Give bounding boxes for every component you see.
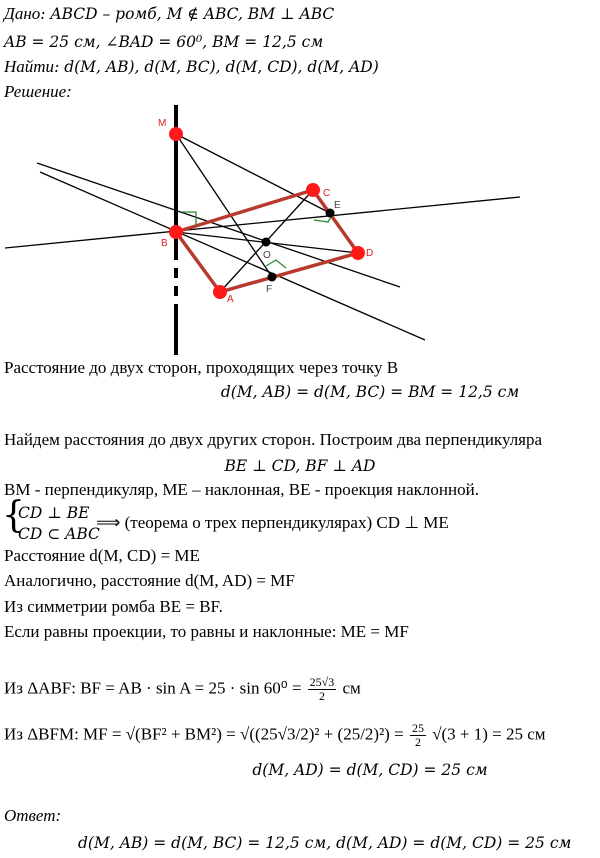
theorem-text: ⟹ (теорема о трех перпендикулярах) CD ⊥ ME xyxy=(96,513,449,532)
perp-marker-b xyxy=(182,212,196,226)
bm-perpendicular-text: BM - перпендикуляр, ME – наклонная, BE - проекция наклонной. xyxy=(4,480,479,499)
equation-ad-cd: d(M, AD) = d(M, CD) = 25 см xyxy=(252,761,488,779)
distance-ad: Аналогично, расстояние d(M, AD) = MF xyxy=(4,571,295,590)
bfm-equation xyxy=(4,722,546,749)
label-e: E xyxy=(334,200,341,211)
bfm-numerator: 25 xyxy=(411,721,424,735)
system-brace: { xyxy=(2,495,25,536)
label-f: F xyxy=(266,284,273,295)
bfm-lhs: Из ΔBFM: MF = √(BF² + BM²) = √((25√3/2)² + (25/2)²) = xyxy=(4,724,404,744)
label-c: C xyxy=(323,188,331,199)
abf-numerator: 25√3 xyxy=(309,675,335,689)
segment-me xyxy=(176,134,330,213)
point-o xyxy=(262,238,271,247)
line-through-b-d xyxy=(37,163,400,287)
construct-text: Найдем расстояния до двух других сторон. Построим два перпендикуляра xyxy=(4,430,543,449)
label-a: A xyxy=(227,294,234,305)
label-d: D xyxy=(366,248,374,259)
abf-unit: см xyxy=(342,678,361,698)
perp-marker-f xyxy=(266,260,286,268)
point-a xyxy=(213,285,227,299)
given-condition-line xyxy=(4,4,334,24)
equal-projections-text: Если равны проекции, то равны и наклонные: ME = MF xyxy=(4,622,409,641)
answer-text: d(M, AB) = d(M, BC) = 12,5 см, d(M, AD) = d(M, CD) = 25 см xyxy=(78,834,572,852)
given-condition: : ABCD – ромб, M ∉ ABC, BM ⊥ ABC xyxy=(40,5,335,23)
point-f xyxy=(268,273,277,282)
symmetry-text: Из симметрии ромба BE = BF. xyxy=(4,597,223,616)
find-label: Найти xyxy=(4,57,55,76)
label-o: O xyxy=(263,250,271,261)
system-line-1: CD ⊥ BE xyxy=(18,504,90,522)
abf-denominator: 2 xyxy=(318,689,325,703)
point-m xyxy=(169,127,183,141)
geometry-figure xyxy=(0,100,600,360)
abf-lhs: Из ΔABF: BF = AB · sin A = 25 · sin 60⁰ = xyxy=(4,678,302,698)
abf-fraction xyxy=(308,676,337,703)
answer-label: Ответ: xyxy=(4,806,62,825)
system-line-2: CD ⊂ ABC xyxy=(18,525,100,543)
label-b: B xyxy=(161,238,168,249)
point-b xyxy=(169,225,183,239)
find-line xyxy=(4,57,379,77)
solution-label: Решение: xyxy=(4,82,72,101)
find-value: : d(M, AB), d(M, BC), d(M, CD), d(M, AD) xyxy=(54,58,379,76)
label-m: M xyxy=(158,118,167,129)
given-label: Дано xyxy=(4,4,41,23)
perpendiculars: BE ⊥ CD, BF ⊥ AD xyxy=(224,457,376,475)
given-values: AB = 25 см, ∠BAD = 60⁰, BM = 12,5 см xyxy=(4,33,324,51)
bfm-fraction xyxy=(410,722,426,749)
abf-equation xyxy=(4,676,361,703)
equation-ab-bc: d(M, AB) = d(M, BC) = BM = 12,5 см xyxy=(220,383,520,401)
point-d xyxy=(351,246,365,260)
distance-cd: Расстояние d(M, CD) = ME xyxy=(4,546,200,565)
bfm-denominator: 2 xyxy=(414,735,421,749)
point-c xyxy=(306,183,320,197)
bfm-rhs: √(3 + 1) = 25 см xyxy=(432,724,546,744)
distance-intro: Расстояние до двух сторон, проходящих через точку B xyxy=(4,358,399,377)
